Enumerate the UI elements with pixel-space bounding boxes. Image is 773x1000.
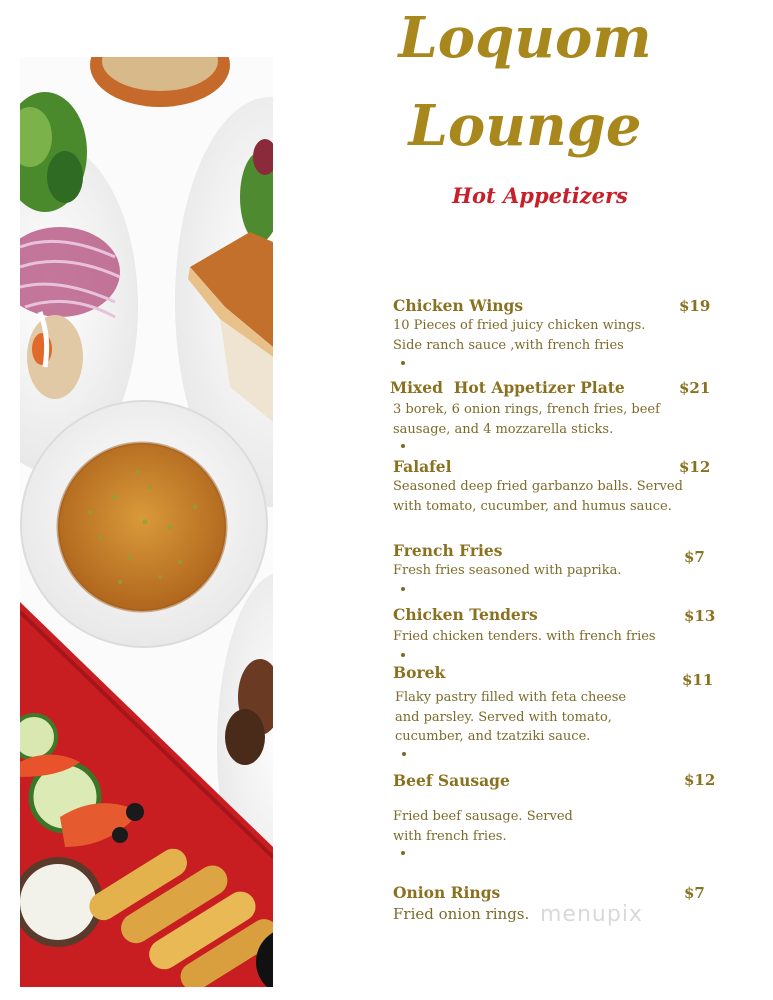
item-price-mixed-plate: $21 [679,379,711,397]
item-desc-french-fries [393,561,621,581]
section-title: Hot Appetizers [452,183,628,208]
item-name-falafel: Falafel [393,457,452,476]
item-desc-line: sausage, and 4 mozzarella sticks. [393,421,614,437]
item-name-mixed-plate: Mixed Hot Appetizer Plate [390,378,625,397]
food-photo-illustration [20,57,273,987]
watermark: menupix [540,902,643,927]
item-desc-line: Seasoned deep fried garbanzo balls. Served [393,479,683,494]
item-desc-beef-sausage [393,807,573,846]
item-price-beef-sausage: $12 [684,771,716,789]
item-price-borek: $11 [682,671,714,689]
restaurant-name-line2: Lounge [408,93,642,159]
item-price-onion-rings: $7 [684,884,705,902]
item-desc-falafel [393,477,683,516]
item-price-chicken-tenders: $13 [684,607,716,625]
item-desc-line: 3 borek, 6 onion rings, french fries, beef [393,402,660,417]
item-name-chicken-tenders: Chicken Tenders [393,605,538,624]
item-name-beef-sausage: Beef Sausage [393,771,510,790]
item-name-onion-rings: Onion Rings [393,883,501,902]
item-desc-mixed-plate [393,400,660,439]
item-desc-line: with french fries. [393,828,507,844]
item-desc-line: cucumber, and tzatziki sauce. [395,729,591,744]
item-price-french-fries: $7 [684,548,705,566]
item-desc-line: Fried beef sausage. Served [393,809,573,824]
item-name-borek: Borek [393,663,446,682]
item-name-chicken-wings: Chicken Wings [393,296,524,315]
bullet-dot [401,851,405,855]
item-desc-line: Side ranch sauce ,with french fries [393,337,624,353]
item-desc-line: 10 Pieces of fried juicy chicken wings. [393,318,646,333]
bullet-dot [401,587,405,591]
item-price-chicken-wings: $19 [679,297,711,315]
bullet-dot [401,361,405,365]
item-name-french-fries: French Fries [393,541,503,560]
bullet-dot [401,653,405,657]
item-desc-line: Fried chicken tenders. with french fries [393,629,656,644]
item-desc-chicken-wings [393,316,645,355]
food-photo [20,57,273,987]
bullet-dot [401,444,405,448]
item-desc-borek [395,688,626,747]
item-desc-line: with tomato, cucumber, and humus sauce. [393,498,672,514]
bullet-dot [402,752,406,756]
item-desc-chicken-tenders [393,627,656,647]
restaurant-name-line1: Loquom [398,5,652,71]
item-price-falafel: $12 [679,458,711,476]
item-desc-line: Fresh fries seasoned with paprika. [393,563,622,578]
item-desc-line: Fried onion rings. [393,905,530,923]
item-desc-line: Flaky pastry filled with feta cheese [395,690,627,705]
item-desc-onion-rings [393,905,529,925]
item-desc-line: and parsley. Served with tomato, [395,709,612,725]
